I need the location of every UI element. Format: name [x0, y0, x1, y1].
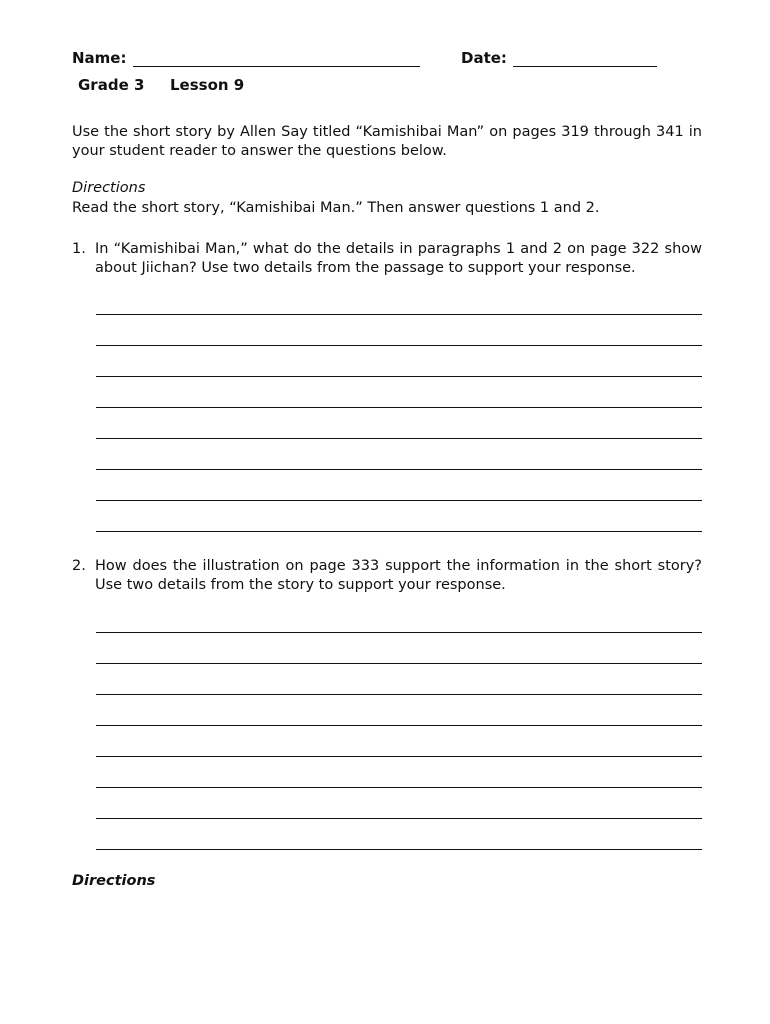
question-2-text: How does the illustration on page 333 support the information in the short story? Use two details from the story to support your response. — [95, 558, 702, 593]
answer-line[interactable] — [96, 756, 702, 757]
question-2-number: 2. — [72, 558, 86, 574]
answer-line[interactable] — [96, 663, 702, 664]
date-label: Date: — [461, 49, 507, 67]
answer-line[interactable] — [96, 500, 702, 501]
answer-line[interactable] — [96, 376, 702, 377]
name-label: Name: — [72, 49, 127, 67]
answer-line[interactable] — [96, 314, 702, 315]
answer-line[interactable] — [96, 787, 702, 788]
answer-line[interactable] — [96, 531, 702, 532]
grade-label: Grade 3 — [78, 76, 145, 94]
answer-line[interactable] — [96, 849, 702, 850]
name-blank-line[interactable] — [133, 66, 420, 67]
directions-heading: Directions — [72, 180, 146, 196]
answer-line[interactable] — [96, 632, 702, 633]
answer-line[interactable] — [96, 469, 702, 470]
question-1-text: In “Kamishibai Man,” what do the details in paragraphs 1 and 2 on page 322 show about Jiichan? Use two details from the passage to support your response. — [95, 241, 702, 276]
lesson-label: Lesson 9 — [170, 76, 245, 94]
directions-text: Read the short story, “Kamishibai Man.” Then answer questions 1 and 2. — [72, 200, 600, 216]
date-blank-line[interactable] — [513, 66, 657, 67]
intro-paragraph: Use the short story by Allen Say titled “Kamishibai Man” on pages 319 through 341 in your student reader to answer the questions below. — [72, 124, 702, 159]
answer-line[interactable] — [96, 818, 702, 819]
directions-heading-2: Directions — [72, 873, 156, 889]
answer-line[interactable] — [96, 725, 702, 726]
answer-line[interactable] — [96, 694, 702, 695]
answer-line[interactable] — [96, 407, 702, 408]
answer-line[interactable] — [96, 438, 702, 439]
question-1-number: 1. — [72, 241, 86, 257]
answer-line[interactable] — [96, 345, 702, 346]
